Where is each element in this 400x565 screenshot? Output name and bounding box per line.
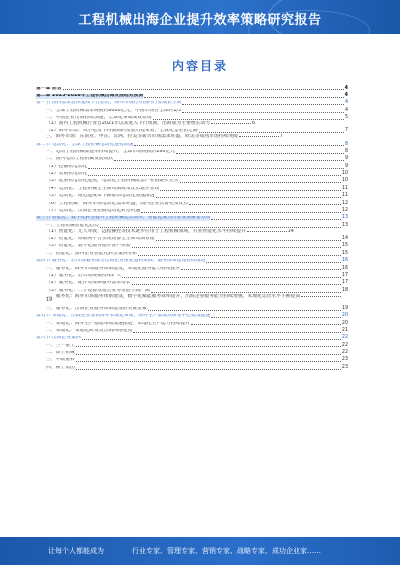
toc-leader-dots: [181, 269, 341, 270]
toc-entry[interactable]: [36, 170, 348, 177]
toc-leader-dots: [82, 339, 341, 340]
toc-leader-dots: [156, 197, 341, 198]
report-header-banner: [0, 0, 400, 34]
toc-entry[interactable]: [36, 326, 348, 333]
toc-page-number: 8: [344, 141, 348, 147]
toc-page-number: 19: [46, 298, 53, 304]
toc-page-number: 22: [341, 342, 348, 348]
toc-leader-dots: [211, 219, 341, 220]
toc-entry[interactable]: [36, 257, 348, 264]
footer-slogan: 让每个人都能成为: [48, 547, 104, 555]
toc-page-number: 7: [344, 128, 348, 134]
toc-leader-dots: [133, 332, 341, 333]
toc-page-number: 17: [341, 280, 348, 286]
toc-entry-title: （6）工程机械：海外市场电动化需求旺盛，国内企业具备先发优势: [46, 201, 189, 206]
toc-entry-title: （1）挖掘机电动化: [46, 164, 88, 169]
toc-leader-dots: [114, 160, 344, 161]
table-of-contents: [36, 84, 348, 371]
toc-leader-dots: [138, 255, 341, 256]
toc-entry-title: （3）起重机电动化进展，电动化工程机械配套产业链逐步完善: [46, 179, 179, 184]
toc-leader-dots: [191, 324, 341, 325]
toc-entry-title: 第六节 出海企业案例: [36, 336, 81, 341]
toc-page-number: 10: [341, 171, 348, 177]
toc-entry-title: 三、海外市场：东南亚、中东、非洲、拉美等新兴市场需求旺盛，欧美等成熟市场持续突破: [46, 134, 238, 140]
toc-entry[interactable]: [36, 184, 348, 191]
toc-page-number: 15: [341, 243, 348, 249]
toc-entry-title: 二、中国企业出海持续加速，全球化布局成效显现: [46, 116, 152, 121]
toc-entry-title: 第一章 前言: [36, 86, 62, 91]
toc-entry[interactable]: [36, 242, 348, 249]
toc-entry[interactable]: [36, 162, 348, 169]
toc-entry[interactable]: [36, 348, 348, 355]
toc-entry-title: 第二节 电动化：全球工程机械电动化进程加速: [36, 142, 134, 147]
toc-page-number: 20: [341, 320, 348, 326]
toc-page-number: 5: [344, 115, 348, 121]
toc-entry-title: 二、智能化：国内企业智能化转型案例分析: [46, 251, 138, 256]
toc-page-number: 15: [341, 250, 348, 256]
toc-leader-dots: [182, 104, 344, 105]
toc-page-number: 16: [341, 258, 348, 264]
toc-page-number: 23: [341, 364, 348, 370]
report-footer-banner: [0, 537, 400, 565]
toc-entry-title: （2）海外市场：从小松及卡特彼勒的发展历程来看，全球化是必由之路: [46, 129, 198, 134]
toc-entry[interactable]: [36, 99, 348, 106]
toc-entry[interactable]: [36, 334, 348, 341]
toc-leader-dots: [132, 284, 341, 285]
toc-entry[interactable]: [36, 177, 348, 184]
toc-entry-title: （1）国内工程机械行业自2021年以来进入下行周期，出海成为主要增长动力: [46, 120, 210, 126]
toc-entry-title: 二、本地化：本地化研发及营销网络建设: [46, 328, 133, 333]
toc-entry-title: （7）电动化：出海企业把握电动化转型机遇: [46, 209, 141, 214]
report-title: 工程机械出海企业提升效率策略研究报告: [78, 13, 322, 28]
toc-entry[interactable]: [36, 279, 348, 286]
toc-page-number: 11: [341, 193, 348, 199]
toc-page-number: 18: [341, 287, 348, 293]
toc-page-number: 13: [341, 222, 348, 228]
toc-entry[interactable]: [36, 312, 348, 319]
toc-entry-title: （4）电动化：工程机械全生命周期成本优势逐步显现: [46, 186, 160, 191]
toc-leader-dots: [160, 190, 341, 191]
toc-page-number: 14: [341, 236, 348, 242]
toc-entry-title: 第四节 服务化：后市场服务成为出海企业重要盈利来源，服务体系建设持续推进: [36, 259, 206, 264]
toc-page-number: 19: [341, 305, 348, 311]
toc-entry[interactable]: [36, 84, 348, 91]
toc-page-number: 8: [344, 148, 348, 154]
toc-entry-title: （1）智能化：无人驾驶、远程操控等技术逐步应用于工程机械领域，行业智能化水平持续提升: [46, 228, 246, 234]
toc-leader-dots: [88, 168, 344, 169]
toc-entry-title: 第一节 国内需求总体延续下行态势，海外市场打开国内行业成长空间: [36, 101, 182, 106]
toc-entry[interactable]: [36, 192, 348, 199]
toc-entry[interactable]: [36, 356, 348, 363]
toc-page-number: 11: [341, 185, 348, 191]
toc-leader-dots: [206, 262, 340, 263]
toc-entry-title: 一、工程机械智能化趋势: [46, 223, 99, 228]
toc-leader-dots: [88, 175, 340, 176]
toc-leader-dots: [156, 240, 341, 241]
toc-entry-title: （2）服务化：配件及维修服务需求增长: [46, 281, 131, 286]
toc-entry[interactable]: [36, 199, 348, 206]
toc-entry[interactable]: [36, 304, 348, 311]
toc-entry-title: （1）服务化：后市场规模持续扩大: [46, 273, 122, 278]
toc-entry-title: 一、三一重工: [46, 343, 75, 348]
toc-page-number: 20: [341, 313, 348, 319]
toc-leader-dots: [122, 277, 341, 278]
toc-entry[interactable]: [36, 249, 348, 256]
toc-leader-dots: [211, 317, 341, 318]
toc-entry-title: 第二章 2023-2028年工程机械出海发展趋势预测: [36, 93, 144, 98]
toc-leader-dots: [148, 310, 341, 311]
toc-heading: 内容目录: [171, 59, 228, 73]
toc-entry-title: 二、国内电动工程机械发展现状: [46, 157, 114, 162]
toc-entry-title: 二、徐工机械: [46, 351, 75, 356]
toc-page-number: 4: [344, 92, 348, 98]
toc-page-number: 6: [251, 120, 256, 126]
toc-leader-dots: [301, 296, 341, 297]
toc-entry[interactable]: [36, 147, 348, 154]
toc-entry-title: 一、全球工程机械需求规模约8000亿元，中国市场占全球约1/3: [46, 108, 182, 113]
toc-entry-title: （5）电动化：锂电池成本下降推动电动化加速渗透: [46, 194, 155, 199]
footer-tagline: 行业专家、管理专家、营销专家、战略专家、成功企业家……: [132, 547, 321, 555]
toc-page-number: 7: [279, 134, 283, 140]
toc-entry-title: 二、服务化：海外市场服务体系建设，数字化赋能服务效率提升，出海企业服务能力持续增强，本地化运营水平不断提高: [46, 293, 301, 299]
toc-leader-dots: [76, 361, 341, 362]
toc-page-number: 10: [341, 178, 348, 184]
toc-entry[interactable]: [36, 91, 348, 98]
toc-leader-dots: [176, 153, 344, 154]
toc-leader-dots: [153, 119, 344, 120]
toc-page-number: 4: [344, 107, 348, 113]
toc-entry-title: 四、柳工集团: [46, 365, 75, 370]
toc-entry[interactable]: [36, 214, 348, 221]
toc-entry-title: （3）智能化：数字化服务提升客户体验: [46, 244, 131, 249]
toc-entry[interactable]: [36, 294, 348, 305]
toc-entry[interactable]: [36, 221, 348, 228]
toc-entry-title: （2）装载机电动化: [46, 172, 88, 177]
toc-entry-title: 一、服务化：海外市场服务体系建设，本地化服务能力持续提升: [46, 266, 181, 271]
toc-entry[interactable]: [36, 206, 348, 213]
toc-entry-title: 第五节 本地化：出海企业加快海外本地化布局，海外生产基地及研发中心建设提速: [36, 314, 211, 319]
toc-leader-dots: [63, 89, 344, 90]
toc-leader-dots: [132, 247, 341, 248]
toc-leader-dots: [100, 227, 341, 228]
toc-leader-dots: [182, 112, 344, 113]
toc-entry[interactable]: [36, 234, 348, 241]
toc-leader-dots: [199, 132, 344, 133]
toc-page-number: 16: [341, 265, 348, 271]
toc-page-number: 22: [341, 350, 348, 356]
toc-leader-dots: [141, 212, 341, 213]
toc-entry[interactable]: [36, 286, 348, 293]
toc-page-number: 9: [344, 156, 348, 162]
toc-page-number: 4: [344, 100, 348, 106]
toc-entry[interactable]: [36, 319, 348, 326]
toc-page-number: 12: [341, 200, 348, 206]
toc-page-number: 23: [341, 357, 348, 363]
toc-entry-title: （2）智能化：物联网平台实现设备全生命周期管理: [46, 237, 155, 242]
toc-entry-title: 第三节 智能化：数字化转型提升工程机械运营效率，智能化成为行业发展重要方向: [36, 216, 211, 221]
toc-leader-dots: [180, 182, 341, 183]
toc-leader-dots: [76, 346, 341, 347]
toc-page-number: 14: [287, 228, 294, 234]
toc-leader-dots: [151, 292, 341, 293]
toc-entry[interactable]: [36, 114, 348, 121]
toc-entry[interactable]: [36, 127, 348, 134]
toc-entry-title: 三、服务化：出海企业服务体系建设的关键要素: [46, 306, 147, 311]
toc-entry-title: 一、电动工程机械渗透率持续提升，全球市场规模约260亿元: [46, 149, 176, 154]
toc-page-number: 9: [344, 163, 348, 169]
toc-entry-title: （3）服务化：二手设备及租赁业务发展空间广阔: [46, 288, 150, 293]
toc-entry[interactable]: [36, 106, 348, 113]
toc-page-number: 13: [341, 215, 348, 221]
toc-page-number: 22: [341, 335, 348, 341]
toc-entry[interactable]: [36, 264, 348, 271]
toc-leader-dots: [134, 145, 343, 146]
toc-leader-dots: [211, 123, 251, 124]
toc-entry-title: 三、中联重科: [46, 358, 75, 363]
toc-leader-dots: [247, 231, 287, 232]
toc-entry[interactable]: [36, 341, 348, 348]
toc-entry[interactable]: [36, 271, 348, 278]
toc-entry[interactable]: [36, 140, 348, 147]
toc-leader-dots: [144, 97, 344, 98]
toc-page-number: 21: [341, 327, 348, 333]
toc-page-number: 12: [341, 208, 348, 214]
toc-page-number: 17: [341, 272, 348, 278]
toc-entry[interactable]: [36, 363, 348, 370]
toc-leader-dots: [189, 204, 341, 205]
toc-entry-title: 一、本地化：海外生产基地布局加速推进，本地化生产能力持续提升: [46, 321, 190, 326]
toc-page-number: 4: [344, 85, 348, 91]
toc-leader-dots: [239, 136, 279, 137]
toc-leader-dots: [76, 369, 341, 370]
toc-entry[interactable]: [36, 155, 348, 162]
toc-leader-dots: [76, 354, 341, 355]
